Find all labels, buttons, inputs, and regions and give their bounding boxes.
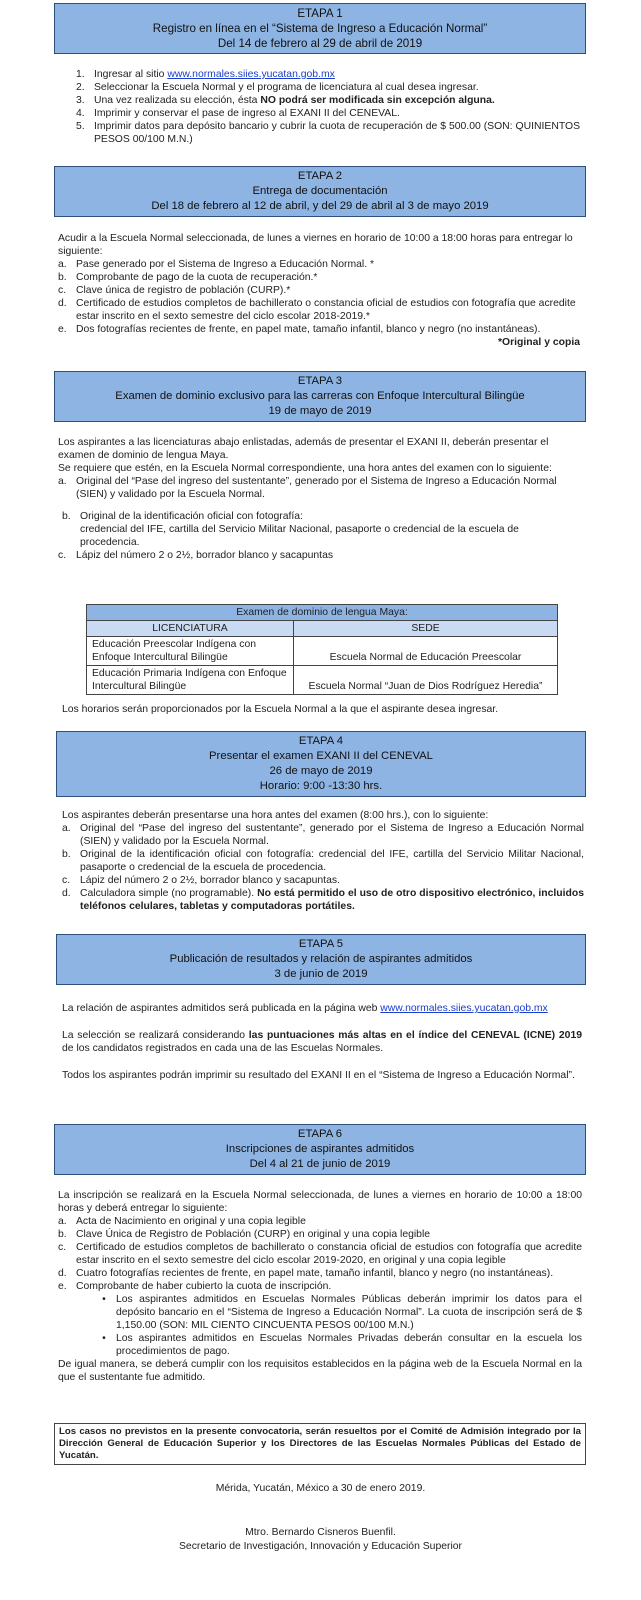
list-item: b. Clave Única de Registro de Población (CURP) en original y una copia legible <box>58 1229 431 1240</box>
etapa5-p3: Todos los aspirantes podrán imprimir su resultado del EXANI II en el “Sistema de Ingreso a Educación Normal”. <box>62 1070 575 1081</box>
list-item: d. Calculadora simple (no programable). No está permitido el uso de otro dispositivo electrónico, incluidos teléfonos celulares, tabletas y computadoras portátiles. <box>62 888 584 912</box>
list-item: a. Acta de Nacimiento en original y una copia legible <box>58 1216 306 1227</box>
maya-exam-table <box>86 604 558 695</box>
list-item: • Los aspirantes admitidos en Escuelas Normales Públicas deberán imprimir los datos para el depósito bancario en el “Sistema de Ingreso a Educación Normal”. La cuota de inscripción será de $ 1,150.00 (SON: MIL CIENTO CINCUENTA PESOS 00/100 M.N.) <box>102 1294 582 1331</box>
etapa4-dates: 26 de mayo de 2019 <box>269 765 373 777</box>
list-item: b. Original de la identificación oficial con fotografía: credencial del IFE, cartilla del Servicio Militar Nacional, pasaporte o credencial de la escuela de procedencia. <box>62 511 519 548</box>
list-item: 4. Imprimir y conservar el pase de ingreso al EXANI II del CENEVAL. <box>76 108 400 119</box>
etapa6-body <box>58 1189 582 1384</box>
etapa3-intro2: Se requiere que estén, en la Escuela Normal correspondiente, una hora antes del examen con lo siguiente: <box>58 463 552 474</box>
etapa2-subtitle: Entrega de documentación <box>252 185 388 197</box>
etapa5-body <box>62 1002 582 1082</box>
etapa4-body <box>62 809 584 913</box>
table-caption: Examen de dominio de lengua Maya: <box>87 605 558 621</box>
etapa6-title: ETAPA 6 <box>297 1128 343 1140</box>
etapa4-intro: Los aspirantes deberán presentarse una hora antes del examen (8:00 hrs.), con lo siguiente: <box>62 810 489 821</box>
etapa2-header <box>54 166 586 217</box>
etapa5-p2: La selección se realizará considerando las puntuaciones más altas en el índice del CENEVAL (ICNE) 2019 de los candidatos registrados en cada una de las Escuelas Normales. <box>62 1030 582 1054</box>
table-row: Educación Preescolar Indígena con Enfoque Intercultural Bilingüe Escuela Normal de Educación Preescolar <box>87 637 558 666</box>
etapa3-title: ETAPA 3 <box>297 375 343 387</box>
etapa2-footnote: *Original y copia <box>498 337 580 348</box>
etapa6-dates: Del 4 al 21 de junio de 2019 <box>249 1158 391 1170</box>
siies-link[interactable]: www.normales.siies.yucatan.gob.mx <box>380 1003 548 1014</box>
etapa2-body <box>58 232 580 349</box>
etapa5-dates: 3 de junio de 2019 <box>274 968 368 980</box>
list-item: b. Original de la identificación oficial con fotografía: credencial del IFE, cartilla del Servicio Militar Nacional, pasaporte o credencial de la escuela de procedencia. <box>62 849 584 873</box>
table-header-sede: SEDE <box>294 621 558 637</box>
etapa6-header <box>54 1124 586 1175</box>
etapa5-title: ETAPA 5 <box>298 938 344 950</box>
etapa3-dates: 19 de mayo de 2019 <box>268 405 372 417</box>
etapa1-list <box>76 68 580 146</box>
list-item: a. Original del “Pase del ingreso del sustentante”, generado por el Sistema de Ingreso a Educación Normal (SIEN) y validado por la Escuela Normal. <box>62 823 584 847</box>
list-item: c. Clave única de registro de población (CURP).* <box>58 285 291 296</box>
etapa2-intro: Acudir a la Escuela Normal seleccionada, de lunes a viernes en horario de 10:00 a 18:00 horas para entregar lo siguiente: <box>58 233 573 257</box>
list-item: d. Cuatro fotografías recientes de frente, en papel mate, tamaño infantil, blanco y negro (no instantáneas). <box>58 1268 554 1279</box>
etapa2-dates: Del 18 de febrero al 12 de abril, y del 29 de abril al 3 de mayo 2019 <box>151 200 489 212</box>
etapa1-title: ETAPA 1 <box>297 7 343 20</box>
table-row: Educación Primaria Indígena con Enfoque Intercultural Bilingüe Escuela Normal “Juan de Dios Rodríguez Heredia” <box>87 666 558 695</box>
place-date: Mérida, Yucatán, México a 30 de enero 2019. <box>215 1483 426 1494</box>
etapa5-subtitle: Publicación de resultados y relación de aspirantes admitidos <box>169 953 473 965</box>
list-item: d. Certificado de estudios completos de bachillerato o constancia oficial de estudios con fotografía que acredite estar inscrito en el sexto semestre del ciclo escolar 2018-2019.* <box>58 298 576 322</box>
etapa6-subtitle: Inscripciones de aspirantes admitidos <box>225 1143 415 1155</box>
list-item: 3. Una vez realizada su elección, ésta NO podrá ser modificada sin excepción alguna. <box>76 95 495 106</box>
etapa3-intro1: Los aspirantes a las licenciaturas abajo enlistadas, además de presentar el EXANI II, deberán presentar el examen de dominio de lengua Maya. <box>58 437 549 461</box>
list-item: c. Lápiz del número 2 o 2½, borrador blanco y sacapuntas <box>58 550 334 561</box>
etapa4-header <box>56 731 586 797</box>
list-item: a. Pase generado por el Sistema de Ingreso a Educación Normal. * <box>58 259 375 270</box>
siies-link[interactable]: www.normales.siies.yucatan.gob.mx <box>167 69 335 80</box>
table-header-licenciatura: LICENCIATURA <box>87 621 294 637</box>
etapa3-header <box>54 371 586 422</box>
list-item: 2. Seleccionar la Escuela Normal y el programa de licenciatura al cual desea ingresar. <box>76 82 479 93</box>
etapa3-horarios: Los horarios serán proporcionados por la Escuela Normal a la que el aspirante desea ingresar. <box>62 704 499 715</box>
etapa3-subtitle: Examen de dominio exclusivo para las carreras con Enfoque Intercultural Bilingüe <box>115 390 525 402</box>
list-item: • Los aspirantes admitidos en Escuelas Normales Privadas deberán consultar en la escuela los procedimientos de pago. <box>102 1333 582 1357</box>
list-item: b. Comprobante de pago de la cuota de recuperación.* <box>58 272 318 283</box>
casos-no-previstos-note: Los casos no previstos en la presente convocatoria, serán resueltos por el Comité de Admisión integrado por la Dirección General de Educación Superior y los Directores de las Escuelas Normales Públicas del Estado de Yucatán. <box>54 1423 586 1465</box>
signer-title: Secretario de Investigación, Innovación y Educación Superior <box>178 1541 463 1552</box>
etapa5-p1: La relación de aspirantes admitidos será publicada en la página web www.normales.siies.yucatan.gob.mx <box>62 1003 548 1014</box>
etapa5-header <box>56 934 586 985</box>
list-item: c. Lápiz del número 2 o 2½, borrador blanco y sacapuntas. <box>62 875 340 886</box>
etapa3-body <box>58 436 580 562</box>
etapa6-intro: La inscripción se realizará en la Escuela Normal seleccionada, de lunes a viernes en horario de 10:00 a 18:00 horas y deberá entregar lo siguiente: <box>58 1190 582 1214</box>
etapa6-closing: De igual manera, se deberá cumplir con los requisitos establecidos en la página web de la Escuela Normal en la que el sustentante fue admitido. <box>58 1359 582 1383</box>
etapa4-subtitle: Presentar el examen EXANI II del CENEVAL <box>209 750 433 762</box>
list-item: 1. Ingresar al sitio www.normales.siies.yucatan.gob.mx <box>76 69 335 80</box>
list-item: c. Certificado de estudios completos de bachillerato o constancia oficial de estudios con fotografía que acredite estar inscrito en el sexto semestre del ciclo escolar 2019-2020, en original y una copia legible <box>58 1242 582 1266</box>
etapa1-dates: Del 14 de febrero al 29 de abril de 2019 <box>217 37 423 50</box>
etapa1-subtitle: Registro en línea en el “Sistema de Ingreso a Educación Normal” <box>152 22 488 35</box>
list-item: a. Original del “Pase del ingreso del sustentante”, generado por el Sistema de Ingreso a Educación Normal (SIEN) y validado por la Escuela Normal. <box>58 476 557 500</box>
etapa1-header <box>54 3 586 54</box>
etapa4-schedule: Horario: 9:00 -13:30 hrs. <box>259 780 383 792</box>
etapa2-title: ETAPA 2 <box>297 170 343 182</box>
signer-name: Mtro. Bernardo Cisneros Buenfil. <box>245 1527 396 1538</box>
etapa4-title: ETAPA 4 <box>298 735 344 747</box>
list-item: 5. Imprimir datos para depósito bancario y cubrir la cuota de recuperación de $ 500.00 (SON: QUINIENTOS PESOS 00/100 M.N.) <box>76 121 580 145</box>
list-item: e. Dos fotografías recientes de frente, en papel mate, tamaño infantil, blanco y negro (no instantáneas). <box>58 324 541 335</box>
list-item: e. Comprobante de haber cubierto la cuota de inscripción. <box>58 1281 332 1292</box>
